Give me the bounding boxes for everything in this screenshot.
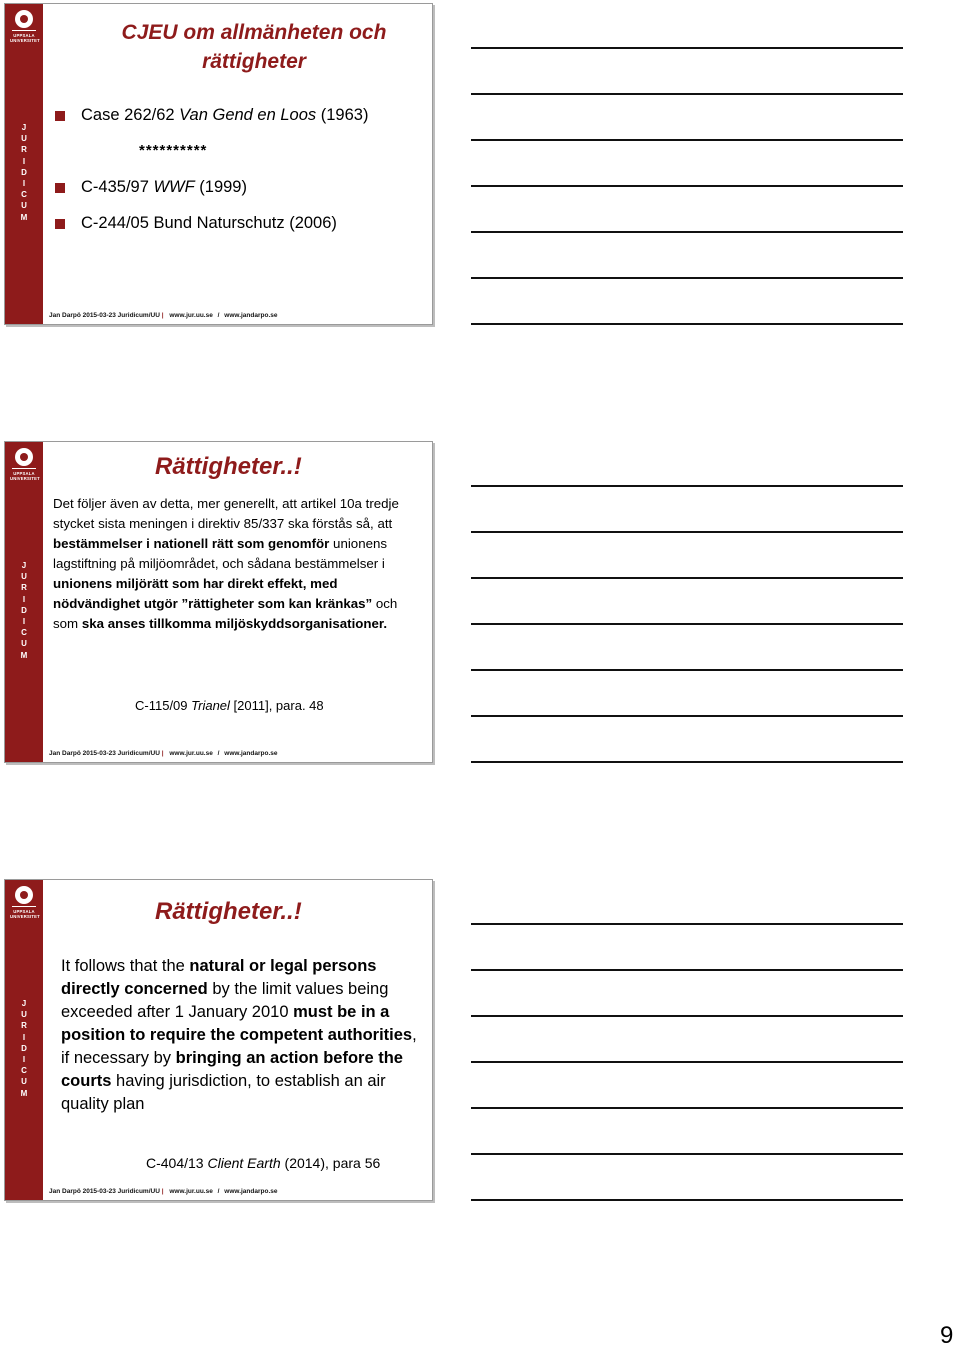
vertical-letter: M [20, 1088, 28, 1098]
vertical-letter: U [21, 1077, 27, 1087]
note-line [471, 93, 903, 95]
university-seal-icon [15, 448, 33, 466]
note-line [471, 715, 903, 717]
vertical-letter: U [21, 1010, 27, 1020]
emphasis: unionens miljörätt som har direkt effekt, med nödvändighet utgör ”rättigheter som kan kränkas” [53, 576, 373, 611]
vertical-letter: U [21, 572, 27, 582]
slide-title [89, 18, 419, 76]
bullet-item: C-435/97 WWF (1999) [53, 177, 368, 213]
slide-title: Rättigheter..! [155, 898, 302, 925]
title-line-2: rättigheter [202, 50, 306, 73]
note-line [471, 1199, 903, 1201]
logo-line-2: UNIVERSITET [10, 38, 40, 43]
case-name: Van Gend en Loos [179, 106, 317, 124]
quote-paragraph: It follows that the natural or legal persons directly concerned by the limit values being exceeded after 1 January 2010 must be in a position to require the competent authorities, if necessary by bringing an action before the courts having jurisdiction, to establish an air quality plan [61, 957, 417, 1113]
slide-sidebar [5, 442, 43, 762]
vertical-letter: D [21, 605, 27, 615]
star-separator: ********** [139, 142, 208, 159]
vertical-juridicum [5, 560, 43, 661]
note-line [471, 923, 903, 925]
logo-line-1: UPPSALA [13, 33, 35, 38]
slide-title: Rättigheter..! [155, 453, 302, 480]
emphasis: bringing an action before the courts [61, 1049, 403, 1090]
vertical-letter: C [21, 190, 27, 200]
case-citation: C-404/13 Client Earth (2014), para 56 [146, 1155, 381, 1171]
vertical-letter: J [21, 123, 27, 132]
slide-2 [4, 441, 433, 763]
note-line [471, 47, 903, 49]
case-name: WWF [153, 178, 195, 196]
vertical-letter: J [21, 999, 27, 1008]
vertical-letter: M [20, 212, 28, 222]
emphasis: bestämmelser i nationell rätt som genomför [53, 536, 330, 551]
vertical-letter: I [22, 1032, 26, 1042]
note-line [471, 1153, 903, 1155]
slide-sidebar [5, 4, 43, 324]
vertical-letter: I [22, 156, 26, 166]
emphasis: must be in a position to require the competent authorities [61, 1003, 413, 1044]
quote-paragraph: Det följer även av detta, mer generellt, att artikel 10a tredje stycket sista meningen i direktiv 85/337 ska förstås så, att bestämmelser i nationell rätt som genomför unionens lagstiftning på miljöområdet, och sådana bestämmelser i unionens miljörätt som har direkt effekt, med nödvändighet utgör ”rättigheter som kan kränkas” och som ska anses tillkomma miljöskyddsorganisationer. [53, 496, 399, 631]
page-number: 9 [940, 1322, 954, 1349]
note-line [471, 1107, 903, 1109]
vertical-letter: U [21, 201, 27, 211]
slide-footer: Jan Darpö 2015-03-23 Juridicum/UU | www.jur.uu.se / www.jandarpo.se [49, 1188, 278, 1195]
note-line [471, 139, 903, 141]
vertical-letter: J [21, 561, 27, 570]
note-line [471, 231, 903, 233]
vertical-letter: R [21, 583, 27, 593]
note-line [471, 761, 903, 763]
vertical-letter: U [21, 134, 27, 144]
vertical-letter: C [21, 1066, 27, 1076]
bullet-item: Case 262/62 Van Gend en Loos (1963) [53, 105, 368, 141]
note-line [471, 323, 903, 325]
title-line-1: CJEU om allmänheten och [121, 21, 387, 44]
vertical-letter: U [21, 639, 27, 649]
university-logo [10, 886, 38, 919]
logo-line-2: UNIVERSITET [10, 476, 40, 481]
bullet-list [53, 105, 368, 249]
vertical-letter: C [21, 628, 27, 638]
vertical-juridicum [5, 998, 43, 1099]
university-seal-icon [15, 886, 33, 904]
logo-line-1: UPPSALA [13, 909, 35, 914]
university-logo [10, 10, 38, 43]
logo-line-1: UPPSALA [13, 471, 35, 476]
note-line [471, 623, 903, 625]
vertical-letter: I [22, 617, 26, 627]
vertical-juridicum [5, 122, 43, 223]
vertical-letter: R [21, 145, 27, 155]
slide-1 [4, 3, 433, 325]
note-line [471, 969, 903, 971]
slide-footer: Jan Darpö 2015-03-23 Juridicum/UU | www.jur.uu.se / www.jandarpo.se [49, 312, 278, 319]
vertical-letter: I [22, 594, 26, 604]
note-line [471, 1061, 903, 1063]
case-citation: C-115/09 Trianel [2011], para. 48 [135, 698, 324, 713]
vertical-letter: D [21, 1043, 27, 1053]
university-seal-icon [15, 10, 33, 28]
note-line [471, 669, 903, 671]
vertical-letter: M [20, 650, 28, 660]
vertical-letter: I [22, 1055, 26, 1065]
note-line [471, 577, 903, 579]
university-logo [10, 448, 38, 481]
vertical-letter: D [21, 167, 27, 177]
note-line [471, 485, 903, 487]
logo-line-2: UNIVERSITET [10, 914, 40, 919]
slide-3 [4, 879, 433, 1201]
emphasis: natural or legal persons directly concerned [61, 957, 377, 998]
note-line [471, 1015, 903, 1017]
note-line [471, 185, 903, 187]
slide-sidebar [5, 880, 43, 1200]
note-line [471, 277, 903, 279]
vertical-letter: I [22, 179, 26, 189]
emphasis: ska anses tillkomma miljöskyddsorganisationer. [81, 616, 388, 631]
slide-footer: Jan Darpö 2015-03-23 Juridicum/UU | www.jur.uu.se / www.jandarpo.se [49, 750, 278, 757]
vertical-letter: R [21, 1021, 27, 1031]
bullet-item: C-244/05 Bund Naturschutz (2006) [53, 213, 368, 249]
note-line [471, 531, 903, 533]
